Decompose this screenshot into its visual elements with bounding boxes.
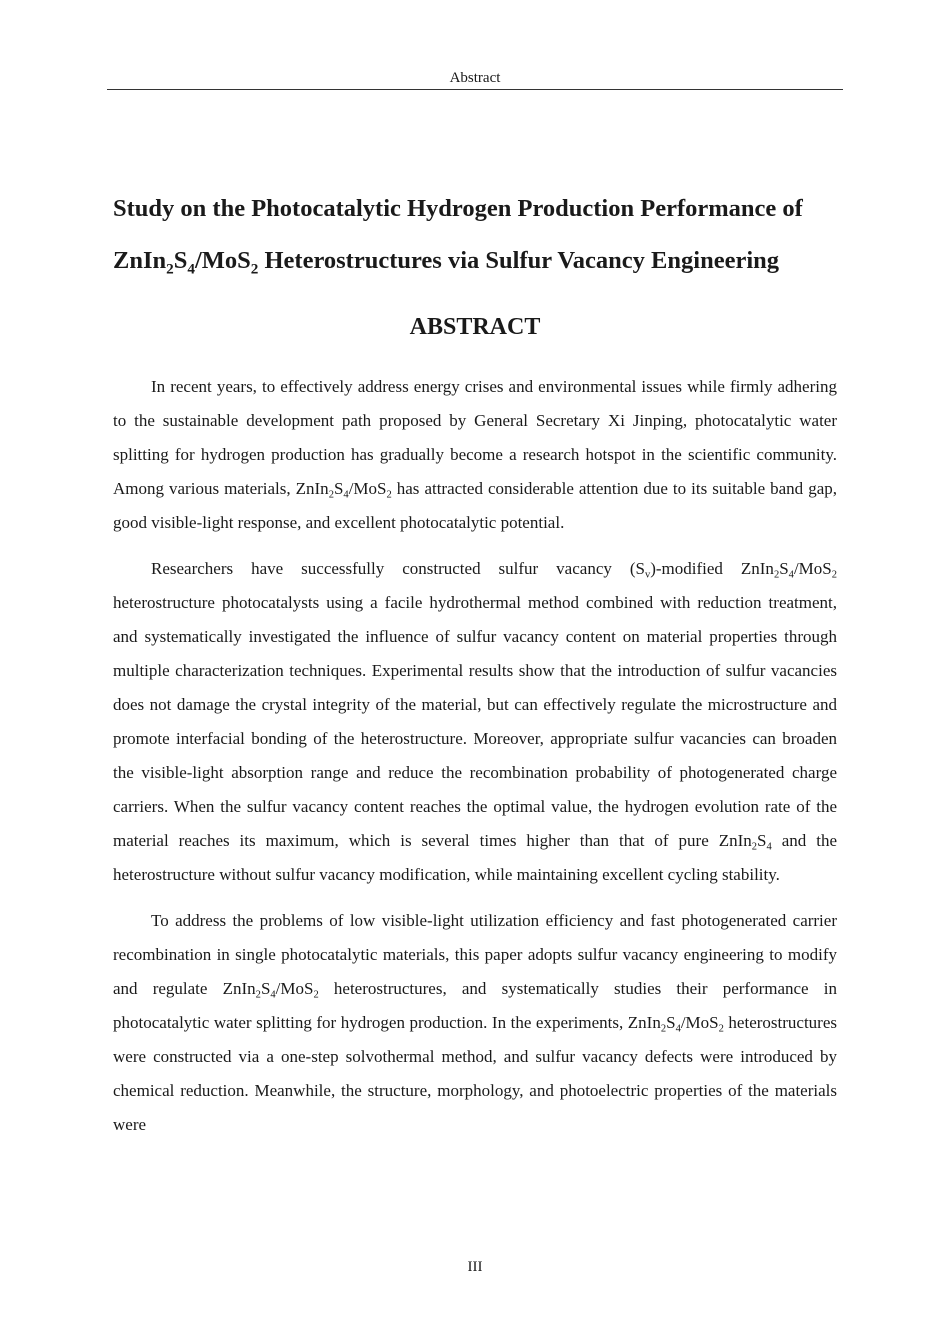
subscript: 2 [773, 569, 780, 581]
text-segment: )-modified ZnIn [650, 559, 774, 578]
subscript: 2 [255, 989, 261, 1001]
subscript: 2 [831, 569, 837, 581]
text-segment: has attracted considerable attention due to its suitable band gap, good visible-light response, and excellent photocatalytic potential. [113, 479, 837, 532]
text-segment: To address the problems of low visible-light utilization efficiency and fast photogenerated carrier recombination in single photocatalytic materials, this paper adopts sulfur vacancy engineering to modify and regulate ZnIn [113, 911, 837, 998]
text-segment: S [260, 979, 271, 998]
abstract-heading: ABSTRACT [409, 314, 541, 340]
title-subscript: 4 [187, 260, 195, 278]
text-segment: /MoS [680, 1013, 719, 1032]
subscript: 4 [675, 1023, 681, 1035]
title-line-1: Study on the Photocatalytic Hydrogen Production Performance of [113, 195, 803, 222]
title-part: /MoS [194, 247, 251, 274]
abstract-body [113, 370, 837, 1142]
title-subscript: 2 [250, 260, 259, 278]
text-segment: S [333, 479, 344, 498]
header-rule [107, 89, 843, 90]
text-segment: heterostructure photocatalysts using a facile hydrothermal method combined with reduction treatment, and systematically investigated the influence of sulfur vacancy content on material properties through multiple characterization techniques. Experimental results show that the introduction of sulfur vacancies does not damage the crystal integrity of the material, but can effectively regulate the microstructure and promote interfacial bonding of the heterostructure. Moreover, appropriate sulfur vacancies can broaden the visible-light absorption range and reduce the recombination probability of photogenerated charge carriers. When the sulfur vacancy content reaches the optimal value, the hydrogen evolution rate of the material reaches its maximum, which is several times higher than that of pure ZnIn [113, 593, 837, 850]
subscript: 2 [718, 1023, 724, 1035]
text-segment: and the heterostructure without sulfur vacancy modification, while maintaining excellent cycling stability. [113, 831, 837, 884]
text-segment: S [666, 1013, 676, 1032]
abstract-paragraph-3 [113, 904, 837, 1142]
paper-title [113, 183, 837, 287]
title-subscript: 2 [166, 260, 174, 278]
title-line-2 [113, 235, 837, 287]
text-segment: S [757, 831, 767, 850]
abstract-paragraph-1 [113, 370, 837, 540]
text-segment: /MoS [275, 979, 314, 998]
subscript: 2 [386, 489, 392, 501]
subscript: 2 [660, 1023, 667, 1035]
text-segment: S [779, 559, 789, 578]
text-segment: heterostructures, and systematically studies their performance in photocatalytic water splitting for hydrogen production. In the experiments, ZnIn [113, 979, 837, 1032]
subscript: v [644, 569, 651, 581]
title-part: ZnIn [113, 247, 167, 274]
subscript: 4 [343, 489, 349, 501]
text-segment: heterostructures were constructed via a one-step solvothermal method, and sulfur vacancy defects were introduced by chemical reduction. Meanwhile, the structure, morphology, and photoelectric properties of the materials were [113, 1013, 837, 1134]
subscript: 4 [270, 989, 276, 1001]
abstract-paragraph-2 [113, 552, 837, 892]
subscript: 2 [313, 989, 319, 1001]
subscript: 2 [751, 841, 758, 853]
text-segment: Researchers have successfully constructed sulfur vacancy (S [151, 559, 645, 578]
text-segment: /MoS [348, 479, 387, 498]
text-segment: In recent years, to effectively address energy crises and environmental issues while firmly adhering to the sustainable development path proposed by General Secretary Xi Jinping, photocatalytic water splitting for hydrogen production has gradually become a research hotspot in the scientific community. Among various materials, ZnIn [113, 377, 837, 498]
running-header: Abstract [449, 70, 501, 86]
title-part: Heterostructures via Sulfur Vacancy Engineering [258, 247, 779, 274]
page-number: III [467, 1259, 483, 1275]
subscript: 2 [328, 489, 334, 501]
title-part: S [173, 247, 188, 274]
text-segment: /MoS [793, 559, 832, 578]
subscript: 4 [788, 569, 794, 581]
subscript: 4 [766, 841, 772, 853]
